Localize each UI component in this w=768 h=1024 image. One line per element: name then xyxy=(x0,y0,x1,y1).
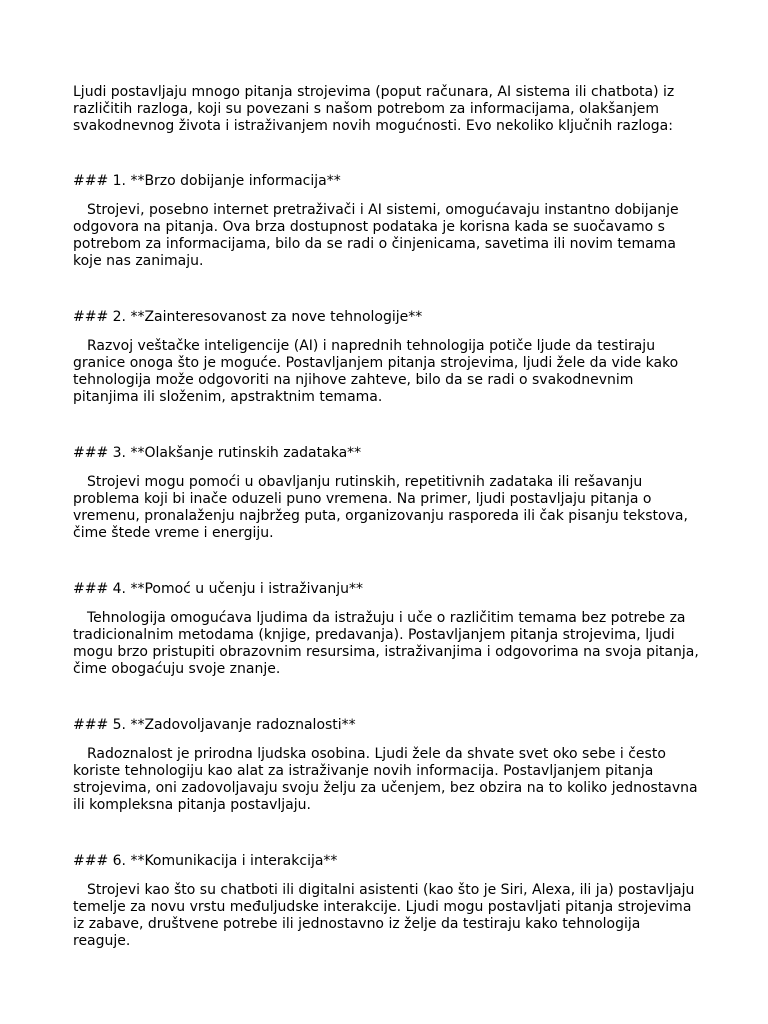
section-3 xyxy=(73,445,699,542)
section-6 xyxy=(73,853,699,950)
section-heading: ### 6. **Komunikacija i interakcija** xyxy=(73,853,338,869)
section-body: Radoznalost je prirodna ljudska osobina. Ljudi žele da shvate svet oko sebe i često koriste tehnologiju kao alat za istraživanje novih informacija. Postavljanjem pitanja strojevima, oni zadovoljavaju svoju želju za učenjem, bez obzira na to koliko jednostavna ili kompleksna pitanja postavljaju. xyxy=(73,746,698,813)
section-body: Strojevi mogu pomoći u obavljanju rutinskih, repetitivnih zadataka ili rešavanju problema koji bi inače oduzeli puno vremena. Na primer, ljudi postavljaju pitanja o vremenu, pronalaženju najbržeg puta, organizovanju rasporeda ili čak pisanju tekstova, čime štede vreme i energiju. xyxy=(73,474,688,541)
intro-paragraph: Ljudi postavljaju mnogo pitanja strojevima (poput računara, AI sistema ili chatbota) iz različitih razloga, koji su povezani s našom potrebom za informacijama, olakšanjem svakodnevnog života i istraživanjem novih mogućnosti. Evo nekoliko ključnih razloga: xyxy=(73,84,675,134)
section-heading: ### 4. **Pomoć u učenju i istraživanju** xyxy=(73,581,363,597)
section-heading: ### 5. **Zadovoljavanje radoznalosti** xyxy=(73,717,356,733)
section-1 xyxy=(73,173,699,270)
section-body: Strojevi kao što su chatboti ili digitalni asistenti (kao što je Siri, Alexa, ili ja) postavljaju temelje za novu vrstu međuljudske interakcije. Ljudi mogu postavljati pitanja strojevima iz zabave, društvene potrebe ili jednostavno iz želje da testiraju kako tehnologija reaguje. xyxy=(73,882,695,949)
section-heading: ### 3. **Olakšanje rutinskih zadataka** xyxy=(73,445,362,461)
section-heading: ### 2. **Zainteresovanost za nove tehnologije** xyxy=(73,309,423,325)
section-4 xyxy=(73,581,699,678)
section-body: Razvoj veštačke inteligencije (AI) i naprednih tehnologija potiče ljude da testiraju granice onoga što je moguće. Postavljanjem pitanja strojevima, ljudi žele da vide kako tehnologija može odgovoriti na njihove zahteve, bilo da se radi o svakodnevnim pitanjima ili složenim, apstraktnim temama. xyxy=(73,338,679,405)
section-5 xyxy=(73,717,699,814)
section-2 xyxy=(73,309,699,406)
document-page xyxy=(73,84,699,989)
section-heading: ### 1. **Brzo dobijanje informacija** xyxy=(73,173,341,189)
section-body: Tehnologija omogućava ljudima da istražuju i uče o različitim temama bez potrebe za tradicionalnim metodama (knjige, predavanja). Postavljanjem pitanja strojevima, ljudi mogu brzo pristupiti obrazovnim resursima, istraživanjima i odgovorima na svoja pitanja, čime obogaćuju svoje znanje. xyxy=(73,610,699,677)
section-body: Strojevi, posebno internet pretraživači i AI sistemi, omogućavaju instantno dobijanje odgovora na pitanja. Ova brza dostupnost podataka je korisna kada se suočavamo s potrebom za informacijama, bilo da se radi o činjenicama, savetima ili novim temama koje nas zanimaju. xyxy=(73,202,679,269)
